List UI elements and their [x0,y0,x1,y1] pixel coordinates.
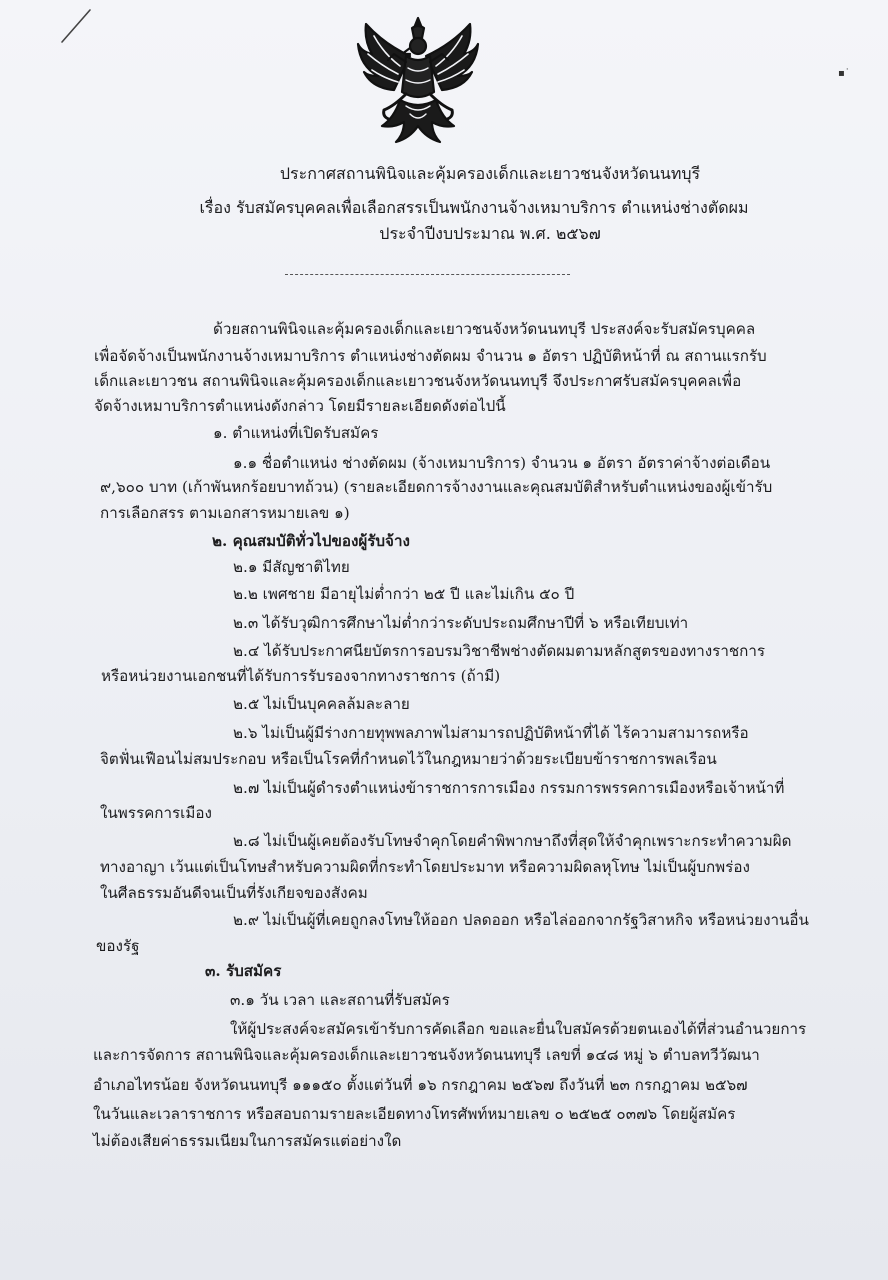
qualification-item: ๒.๓ ได้รับวุฒิการศึกษาไม่ต่ำกว่าระดับประถมศึกษาปีที่ ๖ หรือเทียบเท่า [233,614,689,632]
qualification-item: ๒.๕ ไม่เป็นบุคคลล้มละลาย [233,695,410,713]
qualification-item: ๒.๘ ไม่เป็นผู้เคยต้องรับโทษจำคุกโดยคำพิพากษาถึงที่สุดให้จำคุกเพราะกระทำความผิด [233,832,792,850]
speck-mark: ▪︎˙ [838,68,850,79]
garuda-emblem [354,14,482,150]
intro-line: จัดจ้างเหมาบริการตำแหน่งดังกล่าว โดยมีรายละเอียดดังต่อไปนี้ [94,397,506,415]
intro-line: เด็กและเยาวชน สถานพินิจและคุ้มครองเด็กและเยาวชนจังหวัดนนทบุรี จึงประกาศรับสมัครบุคคลเพื่อ [94,372,742,390]
qualification-item: ๒.๔ ได้รับประกาศนียบัตรการอบรมวิชาชีพช่างตัดผมตามหลักสูตรของทางราชการ [233,642,766,660]
section-1-line: ๑.๑ ชื่อตำแหน่ง ช่างตัดผม (จ้างเหมาบริการ) จำนวน ๑ อัตรา อัตราค่าจ้างต่อเดือน [233,454,771,472]
section-3-line: ให้ผู้ประสงค์จะสมัครเข้ารับการคัดเลือก ขอและยื่นใบสมัครด้วยตนเองได้ที่ส่วนอำนวยการ [230,1020,807,1038]
qualification-item-cont: ในพรรคการเมือง [100,804,212,822]
pen-stroke-mark [58,6,96,46]
section-3-line: และการจัดการ สถานพินิจและคุ้มครองเด็กและเยาวชนจังหวัดนนทบุรี เลขที่ ๑๔๘ หมู่ ๖ ตำบลทวีวัฒนา [93,1046,760,1064]
section-3-line: ในวันและเวลาราชการ หรือสอบถามรายละเอียดทางโทรศัพท์หมายเลข ๐ ๒๕๒๕ ๐๓๗๖ โดยผู้สมัคร [93,1105,736,1123]
section-3-subtitle: ๓.๑ วัน เวลา และสถานที่รับสมัคร [230,991,450,1009]
qualification-item: ๒.๑ มีสัญชาติไทย [233,558,350,576]
section-3-line: ไม่ต้องเสียค่าธรรมเนียมในการสมัครแต่อย่างใด [93,1132,402,1150]
dashed-divider [285,274,570,275]
qualification-item-cont: ในศีลธรรมอันดีจนเป็นที่รังเกียจของสังคม [100,884,368,902]
qualification-item-cont: ของรัฐ [96,937,140,955]
qualification-item-cont: หรือหน่วยงานเอกชนที่ได้รับการรับรองจากทางราชการ (ถ้ามี) [101,667,501,685]
qualification-item: ๒.๗ ไม่เป็นผู้ดำรงตำแหน่งข้าราชการการเมือง กรรมการพรรคการเมืองหรือเจ้าหน้าที่ [233,779,785,797]
qualification-item: ๒.๙ ไม่เป็นผู้ที่เคยถูกลงโทษให้ออก ปลดออก หรือไล่ออกจากรัฐวิสาหกิจ หรือหน่วยงานอื่น [233,911,809,929]
section-1-title: ๑. ตำแหน่งที่เปิดรับสมัคร [213,424,379,442]
qualification-item: ๒.๒ เพศชาย มีอายุไม่ต่ำกว่า ๒๕ ปี และไม่เกิน ๕๐ ปี [233,585,575,603]
intro-line: เพื่อจัดจ้างเป็นพนักงานจ้างเหมาบริการ ตำแหน่งช่างตัดผม จำนวน ๑ อัตรา ปฏิบัติหน้าที่ ณ สถานแรกรับ [94,347,767,365]
section-1-line: การเลือกสรร ตามเอกสารหมายเลข ๑) [100,504,350,522]
section-1-line: ๙,๖๐๐ บาท (เก้าพันหกร้อยบาทถ้วน) (รายละเอียดการจ้างงานและคุณสมบัติสำหรับตำแหน่งของผู้เข้ารับ [100,478,773,496]
announcement-subject: เรื่อง รับสมัครบุคคลเพื่อเลือกสรรเป็นพนักงานจ้างเหมาบริการ ตำแหน่งช่างตัดผม [199,198,749,217]
qualification-item-cont: ทางอาญา เว้นแต่เป็นโทษสำหรับความผิดที่กระทำโดยประมาท หรือความผิดลหุโทษ ไม่เป็นผู้บกพร่อง [100,858,750,876]
section-3-line: อำเภอไทรน้อย จังหวัดนนทบุรี ๑๑๑๕๐ ตั้งแต่วันที่ ๑๖ กรกฎาคม ๒๕๖๗ ถึงวันที่ ๒๓ กรกฎาคม ๒๕๖๗ [93,1076,748,1094]
section-3-title: ๓. รับสมัคร [205,962,282,980]
intro-line: ด้วยสถานพินิจและคุ้มครองเด็กและเยาวชนจังหวัดนนทบุรี ประสงค์จะรับสมัครบุคคล [213,320,756,338]
announcement-title: ประกาศสถานพินิจและคุ้มครองเด็กและเยาวชนจังหวัดนนทบุรี [279,164,701,183]
qualification-item: ๒.๖ ไม่เป็นผู้มีร่างกายทุพพลภาพไม่สามารถปฏิบัติหน้าที่ได้ ไร้ความสามารถหรือ [233,724,749,742]
section-2-title: ๒. คุณสมบัติทั่วไปของผู้รับจ้าง [212,532,410,550]
announcement-fiscal-year: ประจำปีงบประมาณ พ.ศ. ๒๕๖๗ [379,224,601,243]
qualification-item-cont: จิตฟั่นเฟือนไม่สมประกอบ หรือเป็นโรคที่กำหนดไว้ในกฎหมายว่าด้วยระเบียบข้าราชการพลเรือน [100,750,717,768]
